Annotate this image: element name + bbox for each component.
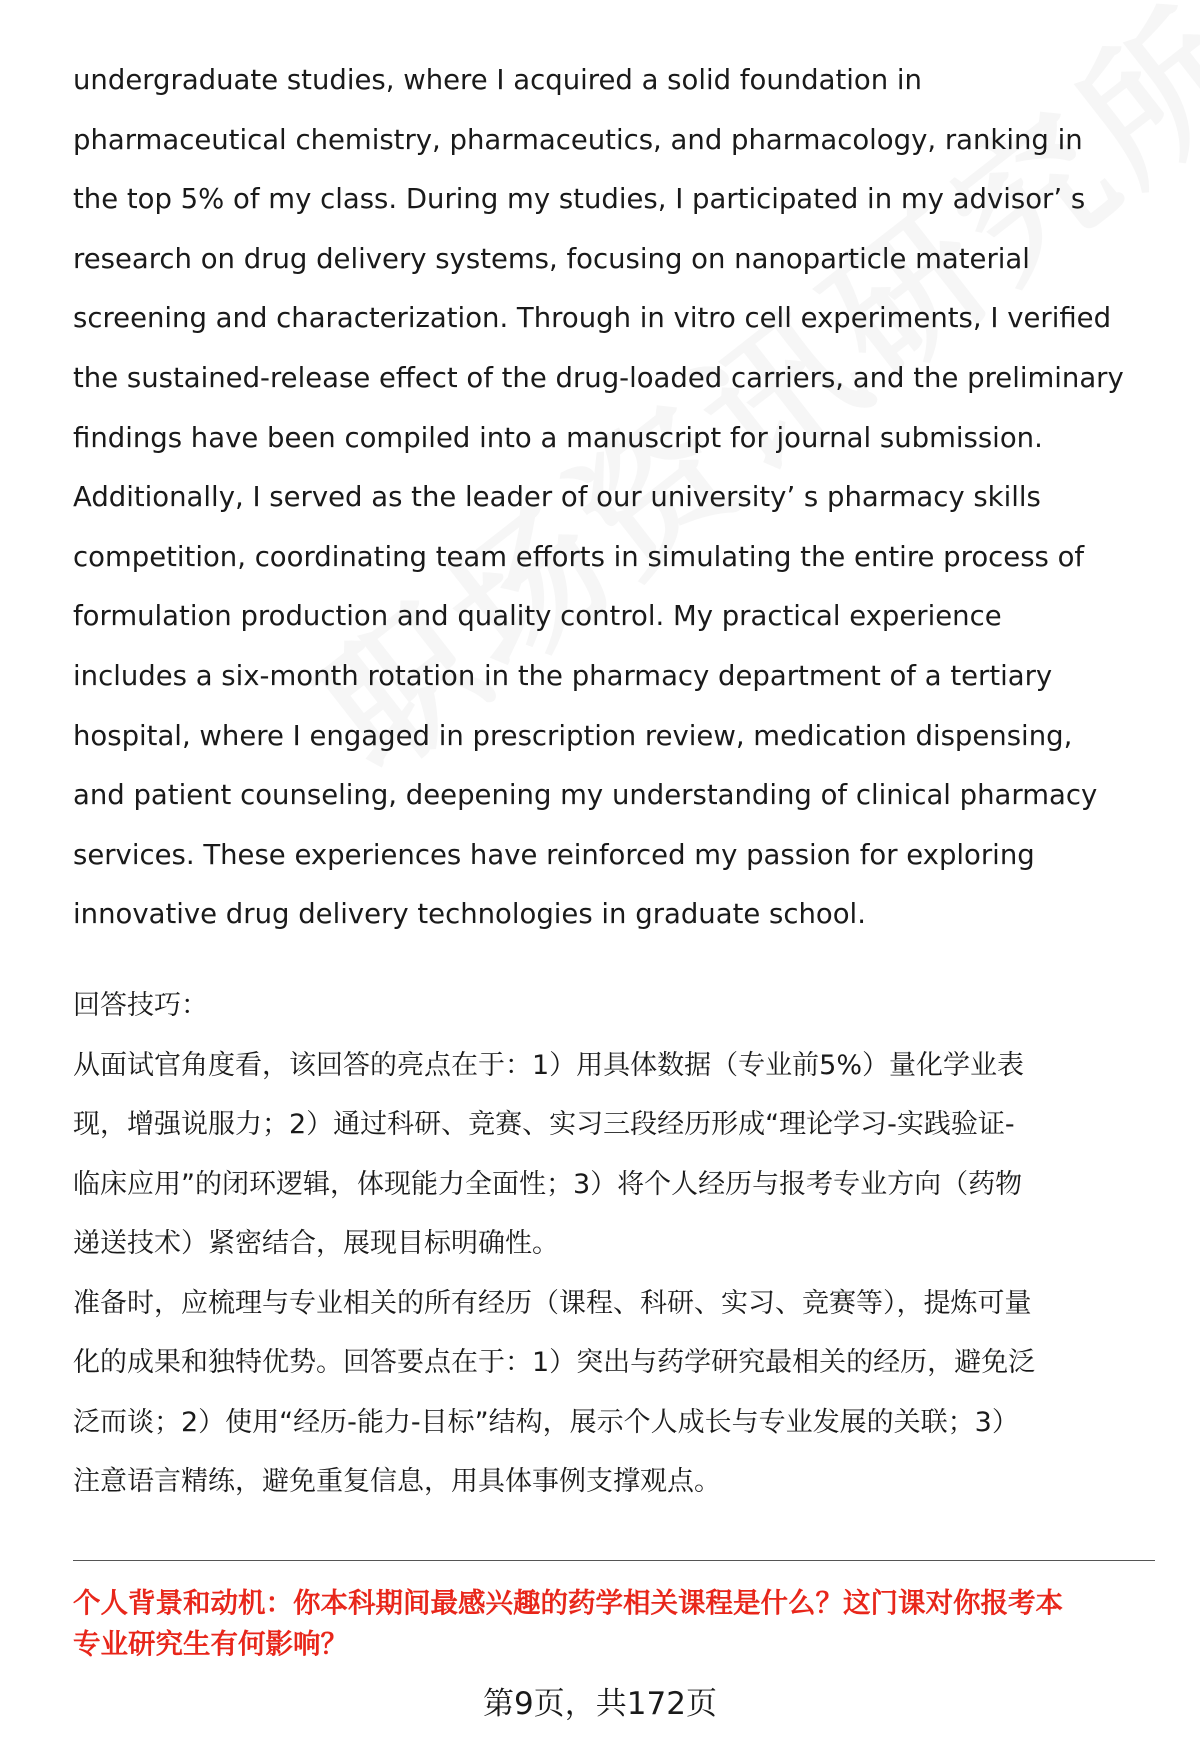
question-line: 专业研究生有何影响？ bbox=[73, 1628, 348, 1660]
answer-paragraph bbox=[73, 51, 1173, 945]
page-number: 第9页，共172页 bbox=[483, 1686, 717, 1722]
answer-line: services. These experiences have reinforced my passion for exploring bbox=[73, 838, 1035, 871]
answer-line: hospital, where I engaged in prescription review, medication dispensing, bbox=[73, 719, 1073, 752]
tips-line: 从面试官角度看，该回答的亮点在于：1）用具体数据（专业前5%）量化学业表 bbox=[73, 1049, 1025, 1081]
answer-line: the sustained-release effect of the drug-loaded carriers, and the preliminary bbox=[73, 361, 1124, 394]
tips-line: 注意语言精练，避免重复信息，用具体事例支撑观点。 bbox=[73, 1466, 721, 1497]
answer-line: Additionally, I served as the leader of our university’ s pharmacy skills bbox=[73, 481, 1041, 514]
answer-line: findings have been compiled into a manuscript for journal submission. bbox=[73, 421, 1043, 454]
next-question bbox=[73, 1583, 1163, 1665]
answer-line: and patient counseling, deepening my understanding of clinical pharmacy bbox=[73, 779, 1098, 812]
tips-line: 泛而谈；2）使用“经历-能力-目标”结构，展示个人成长与专业发展的关联；3） bbox=[73, 1406, 1019, 1438]
question-line: 个人背景和动机：你本科期间最感兴趣的药学相关课程是什么？这门课对你报考本 bbox=[73, 1587, 1063, 1619]
answer-line: competition, coordinating team efforts in simulating the entire process of bbox=[73, 540, 1085, 573]
section-divider bbox=[73, 1560, 1155, 1561]
answer-tips-section bbox=[73, 976, 1153, 1512]
answer-line: includes a six-month rotation in the pharmacy department of a tertiary bbox=[73, 659, 1053, 692]
tips-line: 化的成果和独特优势。回答要点在于：1）突出与药学研究最相关的经历，避免泛 bbox=[73, 1347, 1036, 1378]
tips-line: 现，增强说服力；2）通过科研、竞赛、实习三段经历形成“理论学习-实践验证- bbox=[73, 1109, 1015, 1140]
tips-line: 临床应用”的闭环逻辑，体现能力全面性；3）将个人经历与报考专业方向（药物 bbox=[73, 1168, 1023, 1200]
answer-line: the top 5% of my class. During my studies, I participated in my advisor’ s bbox=[73, 183, 1086, 216]
answer-line: pharmaceutical chemistry, pharmaceutics, and pharmacology, ranking in bbox=[73, 123, 1083, 156]
answer-line: innovative drug delivery technologies in graduate school. bbox=[73, 898, 866, 931]
tips-line: 准备时，应梳理与专业相关的所有经历（课程、科研、实习、竞赛等），提炼可量 bbox=[73, 1287, 1032, 1319]
answer-line: screening and characterization. Through in vitro cell experiments, I verified bbox=[73, 302, 1112, 335]
answer-line: formulation production and quality control. My practical experience bbox=[73, 600, 1002, 633]
answer-line: research on drug delivery systems, focusing on nanoparticle material bbox=[73, 242, 1030, 275]
tips-line: 递送技术）紧密结合，展现目标明确性。 bbox=[73, 1228, 559, 1259]
answer-line: undergraduate studies, where I acquired a solid foundation in bbox=[73, 64, 922, 96]
tips-heading: 回答技巧： bbox=[73, 990, 208, 1021]
